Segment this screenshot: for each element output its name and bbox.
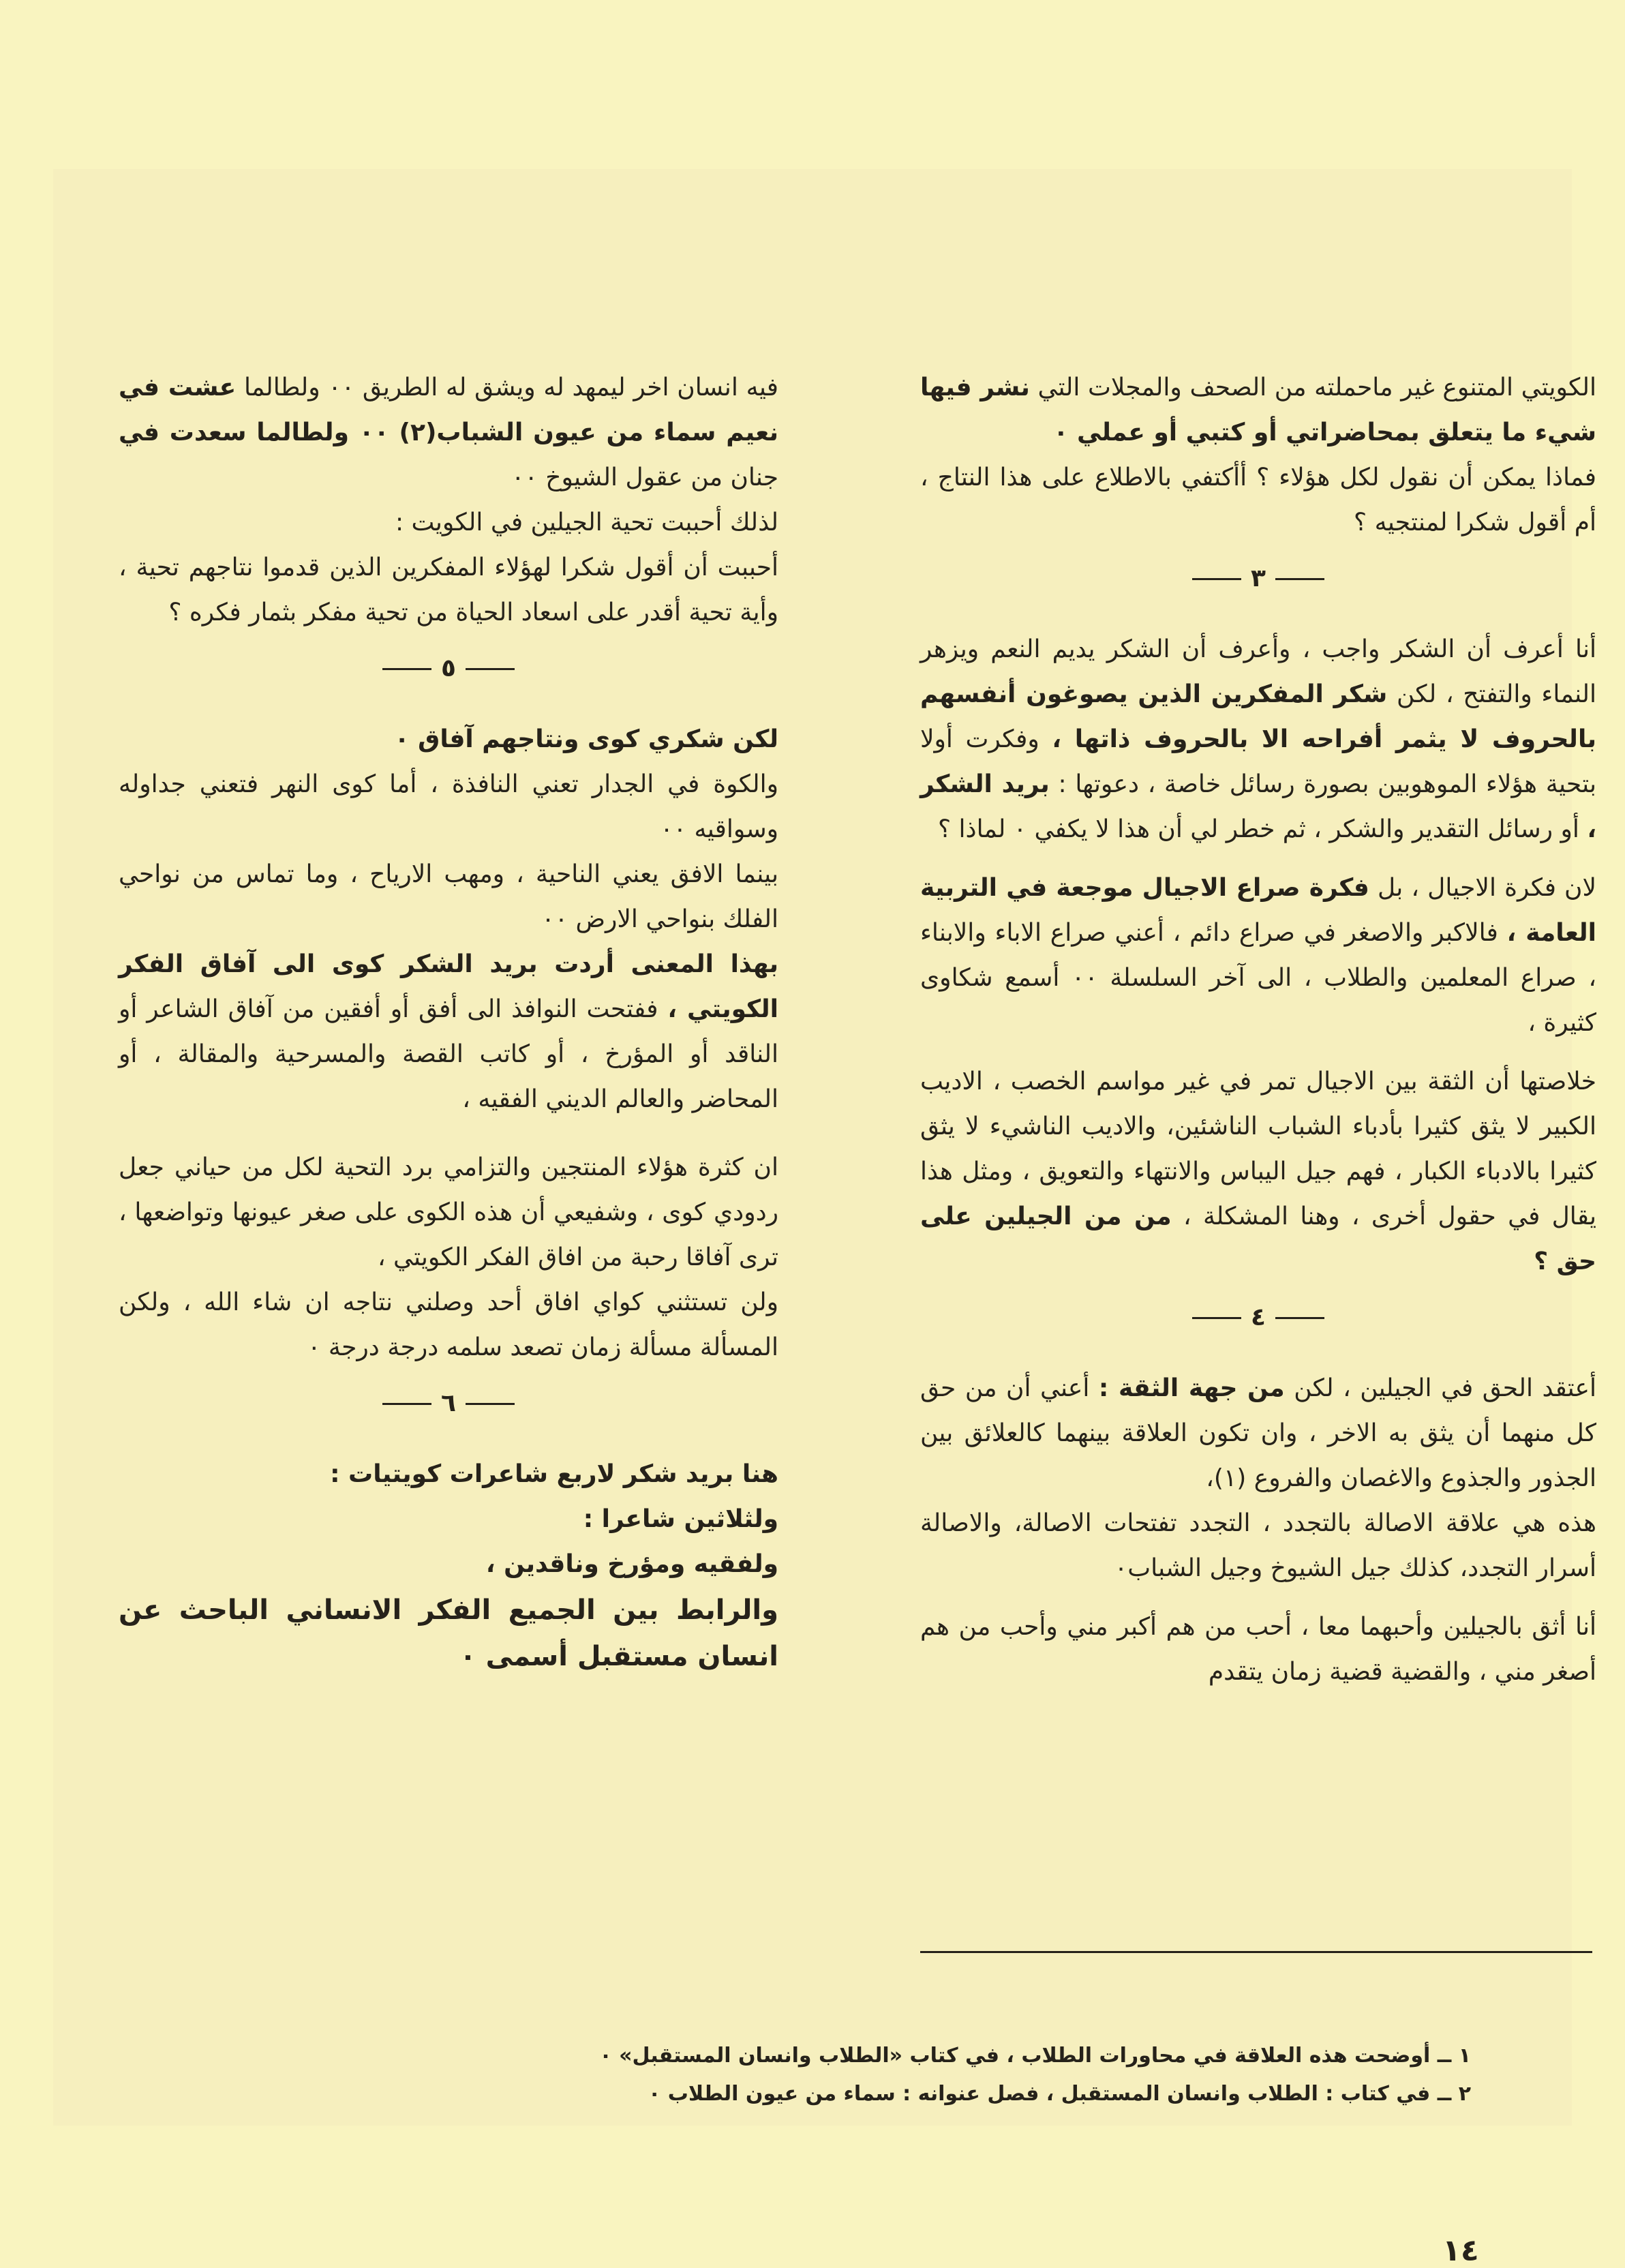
section-number: ٤ (1251, 1303, 1266, 1331)
divider-line (1192, 578, 1241, 580)
section-divider-3 (920, 555, 1596, 603)
right-column (920, 365, 1596, 1695)
paragraph: لذلك أحببت تحية الجيلين في الكويت : (395, 509, 778, 536)
paragraph: لكن شكري كوى ونتاجهم آفاق ٠ (394, 725, 778, 753)
text-run: أعتقد الحق في الجيلين ، لكن (1294, 1374, 1596, 1402)
bold-text: نشر فيها شيء ما يتعلق بمحاضراتي أو كتبي أو عملي ٠ (920, 374, 1596, 447)
footnote-1: ١ ــ أوضحت هذه العلاقة في محاورات الطلاب ، في كتاب «الطلاب وانسان المستقبل» ٠ (599, 2044, 1471, 2068)
paragraph: والكوة في الجدار تعني النافذة ، أما كوى النهر فتعني جداوله وسواقيه ٠٠ (119, 770, 778, 843)
footnote-2: ٢ ــ في كتاب : الطلاب وانسان المستقبل ، فصل عنوانه : سماء من عيون الطلاب ٠ (648, 2082, 1471, 2106)
section-divider-4 (920, 1294, 1596, 1342)
paragraph (920, 1366, 1596, 1501)
divider-line (1275, 578, 1324, 580)
text-run: ففتحت النوافذ الى أفق أو أفقين من آفاق الشاعر أو الناقد أو المؤرخ ، أو كاتب القصة والمسرحية والمقالة ، أو المحاضر والعالم الديني الفقيه ، (119, 995, 778, 1113)
section-divider-5 (119, 645, 778, 693)
section-number: ٦ (441, 1389, 456, 1417)
paragraph: أحببت أن أقول شكرا لهؤلاء المفكرين الذين قدموا نتاجهم تحية ، وأية تحية أقدر على اسعاد الحياة من تحية مفكر بثمار فكره ؟ (119, 554, 778, 626)
paragraph: هنا بريد شكر لاربع شاعرات كويتيات : (330, 1460, 778, 1488)
section-number: ٥ (441, 654, 456, 682)
paragraph (920, 866, 1596, 1046)
paragraph: ان كثرة هؤلاء المنتجين والتزامي برد التحية لكل من حياني جعل ردودي كوى ، وشفيعي أن هذه الكوى على صغر عيونها وتواضعها ، ترى آفاقا رحبة من افاق الفكر الكويتي ، (119, 1153, 778, 1271)
bold-text: فكرة صراع الاجيال موجعة في التربية العامة ، (920, 874, 1597, 947)
text-run: جنان من عقول الشيوخ ٠٠ (511, 464, 778, 492)
paragraph: هذه هي علاقة الاصالة بالتجدد ، التجدد تفتحات الاصالة، والاصالة أسرار التجدد، كذلك جيل الشيوخ وجيل الشباب٠ (920, 1509, 1596, 1582)
paragraph: ولن تستثني كواي افاق أحد وصلني نتاجه ان شاء الله ، ولكن المسألة مسألة زمان تصعد سلمه درجة درجة ٠ (119, 1288, 778, 1361)
text-run: أنا أعرف أن الشكر واجب ، وأعرف أن الشكر يديم النعم ويزهر النماء والتفتح ، لكن (920, 635, 1596, 708)
paragraph: والرابط بين الجميع الفكر الانساني الباحث عن انسان مستقبل أسمى ٠ (119, 1594, 778, 1672)
paragraph (119, 942, 778, 1122)
divider-line (382, 1403, 431, 1405)
bold-text: بهذا المعنى أردت بريد الشكر كوى الى آفاق الفكر الكويتي ، (119, 950, 778, 1023)
text-run: خلاصتها أن الثقة بين الاجيال تمر في غير مواسم الخصب ، الاديب الكبير لا يثق كثيرا بأدباء الشباب الناشئين، والاديب الناشيء لا يثق كثيرا بالادباء الكبار ، فهم جيل اليباس والانتهاء والتعويق ، ومثل هذا يقال في حقول أخرى ، وهنا المشكلة ، (920, 1068, 1596, 1230)
divider-line (466, 1403, 515, 1405)
text-run: الكويتي المتنوع غير ماحملته من الصحف والمجلات التي (1037, 374, 1596, 402)
bold-text: عشت في نعيم سماء من عيون الشباب(٢) ٠٠ ولطالما سعدت في (119, 374, 778, 447)
text-run: أو رسائل التقدير والشكر ، ثم خطر لي أن هذا لا يكفي ٠ لماذا ؟ (937, 815, 1579, 843)
paragraph: ولفقيه ومؤرخ وناقدين ، (485, 1550, 778, 1578)
bold-text: من من الجيلين على حق ؟ (920, 1203, 1596, 1275)
divider-line (382, 668, 431, 670)
text-run: وفكرت أولا بتحية هؤلاء الموهوبين بصورة رسائل خاصة ، دعوتها : (920, 725, 1596, 798)
paragraph: بينما الافق يعني الناحية ، ومهب الارياح ، وما تماس من نواحي الفلك بنواحي الارض ٠٠ (119, 860, 778, 933)
footnote-rule (920, 1951, 1592, 1953)
magazine-page (53, 169, 1597, 2268)
bold-text: بريد الشكر ، (920, 770, 1596, 843)
text-run: أعني أن من حق كل منهما أن يثق به الاخر ، وان تكون العلاقة بينهما كالعلائق بين الجذور والجذوع والاغصان والفروع (١)، (920, 1374, 1596, 1492)
text-run: فالاكبر والاصغر في صراع دائم ، أعني صراع الاباء والابناء ، صراع المعلمين والطلاب ، الى آخر السلسلة ٠٠ أسمع شكاوى كثيرة ، (920, 919, 1596, 1037)
page-number: ١٤ (1442, 2233, 1479, 2268)
paragraph: فماذا يمكن أن نقول لكل هؤلاء ؟ أأكتفي بالاطلاع على هذا النتاج ، أم أقول شكرا لمنتجيه ؟ (920, 464, 1596, 536)
divider-line (1275, 1317, 1324, 1319)
paragraph (920, 1059, 1596, 1284)
paragraph (119, 365, 778, 500)
text-run: فيه انسان اخر ليمهد له ويشق له الطريق ٠٠ ولطالما (244, 374, 778, 402)
footnotes (517, 2037, 1471, 2113)
divider-line (1192, 1317, 1241, 1319)
bold-text: شكر المفكرين الذين يصوغون أنفسهم بالحروف لا يثمر أفراحه الا بالحروف ذاتها ، (920, 680, 1596, 753)
divider-line (466, 668, 515, 670)
paragraph: ولثلاثين شاعرا : (583, 1505, 778, 1533)
section-divider-6 (119, 1380, 778, 1427)
bold-text: من جهة الثقة : (1098, 1374, 1285, 1402)
text-run: لان فكرة الاجيال ، بل (1378, 874, 1597, 902)
left-column (119, 365, 778, 1680)
paragraph: أنا أثق بالجيلين وأحبهما معا ، أحب من هم أكبر مني وأحب من هم أصغر مني ، والقضية قضية زمان يتقدم (920, 1613, 1596, 1686)
paragraph (920, 365, 1596, 455)
section-number: ٣ (1251, 564, 1266, 592)
paragraph (920, 627, 1596, 852)
